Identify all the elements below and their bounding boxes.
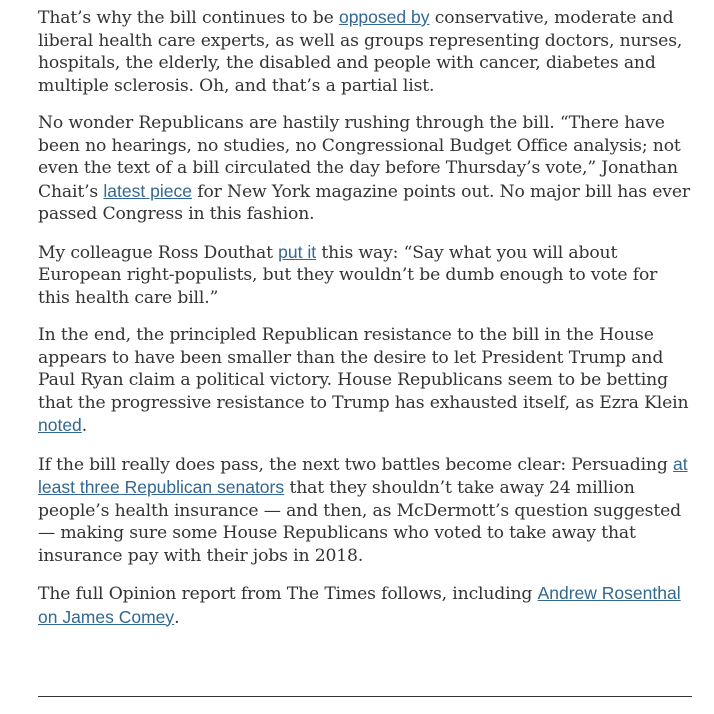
paragraph-text: . bbox=[81, 416, 88, 436]
paragraph-text: conservative, moderate and liberal health care experts, as well as groups representing doctors, nurses, hospitals, the elderly, the disabled and people with cancer, diabetes and multiple sclerosis. Oh, and that’s a partial list. bbox=[38, 8, 683, 96]
paragraph-text: In the end, the principled Republican resistance to the bill in the House appears to have been smaller than the desire to let President Trump and Paul Ryan claim a political victory. House Republicans seem to be betting that the progressive resistance to Trump has exhausted itself, as Ezra Klein bbox=[38, 325, 689, 413]
link-latest-piece[interactable]: latest piece bbox=[103, 180, 192, 201]
paragraph-rushing bbox=[38, 112, 694, 226]
paragraph-next-battles bbox=[38, 453, 694, 568]
link-rosenthal-comey[interactable]: Andrew Rosenthal on James Comey bbox=[38, 583, 681, 627]
paragraph-text: That’s why the bill continues to be bbox=[38, 8, 339, 28]
link-put-it[interactable]: put it bbox=[278, 241, 317, 262]
paragraph-full-report bbox=[38, 582, 694, 629]
paragraph-opposition bbox=[38, 6, 694, 97]
paragraph-text: No wonder Republicans are hastily rushing through the bill. “There have been no hearings, no studies, no Congressional Budget Office analysis; not even the text of a bill circulated the day before Thursday’s vote,” Jonathan Chait’s bbox=[38, 113, 681, 202]
paragraph-resistance bbox=[38, 324, 694, 438]
paragraph-text: for New York magazine points out. No major bill has ever passed Congress in this fashion. bbox=[38, 181, 690, 224]
section-divider bbox=[38, 696, 692, 697]
link-opposed-by[interactable]: opposed by bbox=[338, 7, 430, 27]
paragraph-text: that they shouldn’t take away 24 million people’s health insurance — and then, as McDermott’s question suggested — making sure some House Republicans who voted to take away that insurance pay with their jobs in 2018. bbox=[38, 478, 681, 566]
paragraph-text: If the bill really does pass, the next two battles become clear: Persuading bbox=[38, 454, 674, 475]
paragraph-douthat bbox=[38, 241, 694, 310]
paragraph-text: The full Opinion report from The Times follows, including bbox=[38, 584, 538, 604]
link-noted[interactable]: noted bbox=[38, 415, 82, 435]
paragraph-text: this way: “Say what you will about European right-populists, but they wouldn’t be dumb enough to vote for this health care bill.” bbox=[38, 242, 658, 308]
link-republican-senators[interactable]: at least three Republican senators bbox=[38, 453, 688, 497]
paragraph-text: My colleague Ross Douthat bbox=[38, 242, 279, 263]
article-body bbox=[38, 6, 694, 644]
paragraph-text: . bbox=[174, 607, 180, 628]
